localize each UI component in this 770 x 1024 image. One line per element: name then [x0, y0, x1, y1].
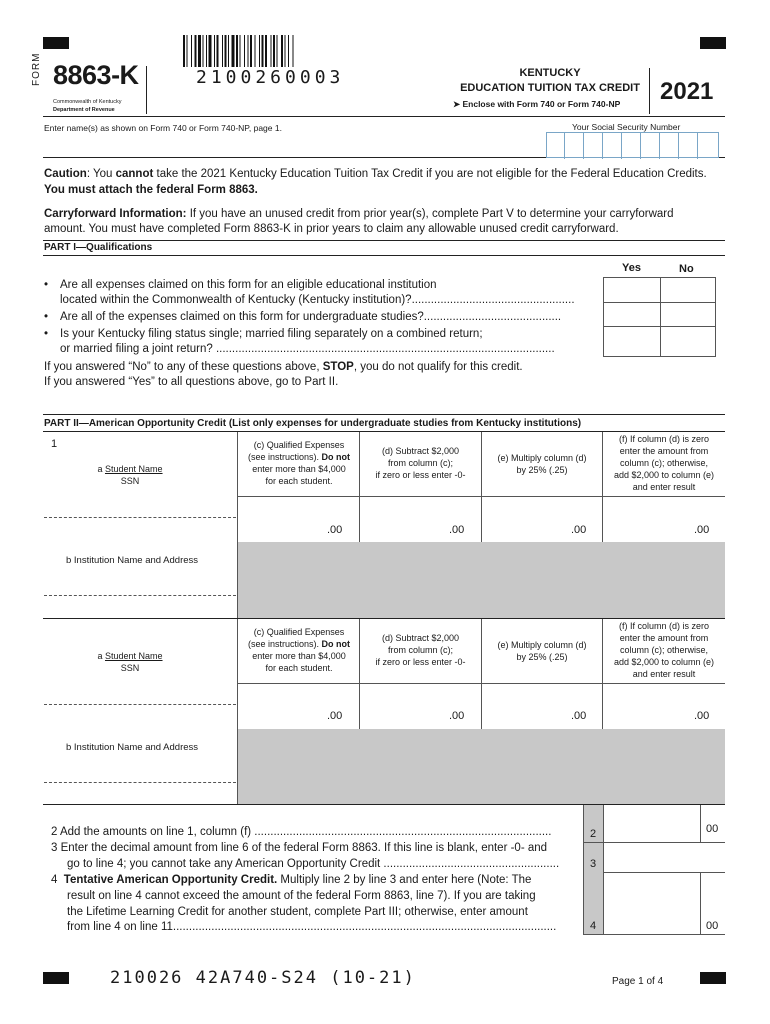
column-d-amount[interactable]: .00 [449, 524, 465, 536]
student-name-field[interactable] [44, 704, 236, 705]
cents-divider [700, 873, 701, 934]
student-name-field[interactable] [44, 517, 236, 518]
ssn-label: Your Social Security Number [572, 122, 681, 132]
column-c-amount[interactable]: .00 [327, 524, 343, 536]
barcode-bar [293, 35, 294, 67]
q1-yes-box[interactable] [604, 278, 660, 302]
q3-no-box[interactable] [661, 327, 715, 356]
bullet: • [44, 328, 49, 340]
barcode-number: 2100260003 [196, 67, 345, 88]
barcode-bar [195, 35, 197, 67]
agency-dept: Department of Revenue [53, 107, 115, 113]
q1-no-box[interactable] [661, 278, 715, 302]
barcode-bar [265, 35, 267, 67]
stop-instruction: If you answered “No” to any of these questions above, STOP, you do not qualify for this credit. [44, 361, 523, 373]
caution-label: Caution [44, 168, 87, 180]
registration-mark [700, 37, 726, 49]
part1-rule-2 [43, 255, 725, 256]
student-2-table [237, 619, 725, 729]
go-instruction: If you answered “Yes” to all questions above, go to Part II. [44, 376, 339, 388]
barcode-bar [217, 35, 219, 67]
column-c-amount[interactable]: .00 [327, 710, 343, 722]
question-3: Is your Kentucky filing status single; married filing separately on a combined return; [60, 328, 483, 340]
line-4-top-rule [604, 872, 725, 873]
barcode-bar [203, 35, 204, 67]
barcode-bar [277, 35, 278, 67]
name-label: Enter name(s) as shown on Form 740 or Form 740-NP, page 1. [44, 123, 282, 133]
carryforward-text: Carryforward Information: If you have an unused credit from prior year(s), complete Part V to determine your carryforward [44, 208, 674, 220]
column-e-amount[interactable]: .00 [571, 524, 587, 536]
line-4-text: 4 Tentative American Opportunity Credit. Multiply line 2 by line 3 and enter here (Note: The [51, 874, 532, 886]
column-e-amount[interactable]: .00 [571, 710, 587, 722]
line-3-field[interactable] [605, 843, 724, 872]
barcode-bar [273, 35, 275, 67]
yes-header: Yes [622, 262, 641, 274]
header-divider [146, 66, 147, 114]
part2-rule [43, 414, 725, 415]
column-d-header: (d) Subtract $2,000 from column (c); if zero or less enter -0- [375, 446, 466, 480]
barcode-bar [209, 35, 212, 67]
enclose-note: ➤ Enclose with Form 740 or Form 740-NP [453, 99, 621, 109]
barcode-bar [228, 35, 229, 67]
column-e-header: (e) Multiply column (d) by 25% (.25) [497, 453, 587, 475]
part2-title: PART II—American Opportunity Credit (List only expenses for undergraduate studies from Kentucky institutions) [44, 418, 582, 429]
column-c-header: (c) Qualified Expenses (see instructions). Do not enter more than $4,000 for each student. [247, 627, 351, 673]
column-e-header: (e) Multiply column (d) by 25% (.25) [497, 640, 587, 662]
column-c-header: (c) Qualified Expenses (see instructions). Do not enter more than $4,000 for each student. [247, 440, 351, 486]
cannot-emphasis: cannot [115, 168, 154, 180]
attach-note: You must attach the federal Form 8863. [44, 184, 258, 196]
institution-field[interactable] [44, 782, 236, 783]
line-2-amount[interactable]: 00 [706, 823, 719, 835]
barcode-bar [240, 35, 241, 67]
line-4-text-cont: result on line 4 cannot exceed the amount of the federal Form 8863, line 7). If you are taking [67, 890, 536, 902]
header-rule [43, 116, 725, 117]
column-d-header: (d) Subtract $2,000 from column (c); if zero or less enter -0- [375, 633, 466, 667]
part1-rule [43, 240, 725, 241]
line-3-text-cont: go to line 4; you cannot take any American Opportunity Credit ....................................................... [67, 858, 560, 870]
question-1: Are all expenses claimed on this form for an eligible educational institution [60, 279, 437, 291]
column-f-header: (f) If column (d) is zero enter the amount from column (c); otherwise, add $2,000 to column (e) and enter result [613, 434, 715, 492]
institution-label: b Institution Name and Address [66, 555, 199, 566]
barcode-bar [271, 35, 272, 67]
line-3-number: 3 [590, 858, 597, 870]
barcode-bar [255, 35, 256, 67]
barcode-bar [214, 35, 215, 67]
barcode-bar [206, 35, 207, 67]
barcode-bar [288, 35, 289, 67]
question-2: Are all of the expenses claimed on this form for undergraduate studies?........................................... [60, 311, 562, 323]
line-4-text-cont: the Lifetime Learning Credit for another student, complete Part III; otherwise, enter amount [67, 906, 528, 918]
barcode-bar [187, 35, 188, 67]
qualification-grid [603, 277, 716, 357]
form-title-line1: KENTUCKY [519, 67, 581, 79]
question-3-cont: or married filing a joint return? .......................................................................................................... [60, 343, 555, 355]
column-d-amount[interactable]: .00 [449, 710, 465, 722]
line-1-number: 1 [51, 438, 58, 450]
barcode-bar [232, 35, 235, 67]
barcode-bar [225, 35, 227, 67]
barcode-bar [236, 35, 238, 67]
shaded-area [237, 729, 725, 804]
registration-mark [43, 37, 69, 49]
line-2-number: 2 [590, 828, 597, 840]
column-f-amount[interactable]: .00 [694, 710, 710, 722]
barcode-bar [250, 35, 252, 67]
caution-text: Caution: You cannot take the 2021 Kentucky Education Tuition Tax Credit if you are not eligible for the Federal Education Credits. [44, 168, 707, 180]
bullet: • [44, 311, 49, 323]
barcode-bar [259, 35, 260, 67]
column-f-amount[interactable]: .00 [694, 524, 710, 536]
page-number: Page 1 of 4 [612, 976, 664, 987]
student-1-table [237, 432, 725, 542]
no-header: No [679, 263, 694, 275]
form-title-line2: EDUCATION TUITION TAX CREDIT [460, 82, 640, 94]
q2-yes-box[interactable] [604, 303, 660, 326]
line-4-number: 4 [590, 920, 597, 932]
institution-field[interactable] [44, 595, 236, 596]
q2-no-box[interactable] [661, 303, 715, 326]
institution-label: b Institution Name and Address [66, 742, 199, 753]
line-4-text-cont: from line 4 on line 11........................................................................................................................ [67, 921, 557, 933]
form-code: 210026 42A740-S24 (10-21) [110, 968, 416, 988]
form-number: 8863-K [53, 60, 139, 90]
registration-mark [700, 972, 726, 984]
student-label: a Student Name SSN [97, 651, 163, 673]
carryforward-text-2: amount. You must have completed Form 8863-K in prior years to claim any allowable unused credit carryforward. [44, 223, 619, 235]
agency-name: Commonwealth of Kentucky [53, 99, 122, 105]
barcode-bar [198, 35, 201, 67]
student-label: a Student Name SSN [97, 464, 163, 486]
registration-mark [43, 972, 69, 984]
barcode-bar [281, 35, 283, 67]
shaded-area [237, 542, 725, 618]
form-label: FORM [31, 52, 42, 86]
cents-divider [700, 805, 701, 842]
tax-year: 2021 [660, 78, 714, 105]
line-4-amount[interactable]: 00 [706, 920, 719, 932]
line-3-text: 3 Enter the decimal amount from line 6 of the federal Form 8863. If this line is blank, enter -0- and [51, 842, 548, 854]
barcode-bar [244, 35, 245, 67]
ssn-field[interactable] [546, 132, 719, 158]
year-divider [649, 68, 650, 114]
column-f-header: (f) If column (d) is zero enter the amount from column (c); otherwise, add $2,000 to column (e) and enter result [613, 621, 715, 679]
barcode-bar [183, 35, 185, 67]
barcode-bar [248, 35, 249, 67]
bullet: • [44, 279, 49, 291]
line-number-column [583, 805, 604, 935]
barcode-bar [285, 35, 286, 67]
line-4-bottom-rule [583, 934, 725, 935]
line-2-text: 2 Add the amounts on line 1, column (f) ............................................................................................. [51, 826, 552, 838]
barcode [183, 35, 353, 67]
q3-yes-box[interactable] [604, 327, 660, 356]
barcode-bar [222, 35, 223, 67]
barcode-bar [191, 35, 192, 67]
barcode-bar [262, 35, 264, 67]
part1-title: PART I—Qualifications [44, 242, 153, 253]
question-1-cont: located within the Commonwealth of Kentucky (Kentucky institution)?................................................... [60, 294, 575, 306]
